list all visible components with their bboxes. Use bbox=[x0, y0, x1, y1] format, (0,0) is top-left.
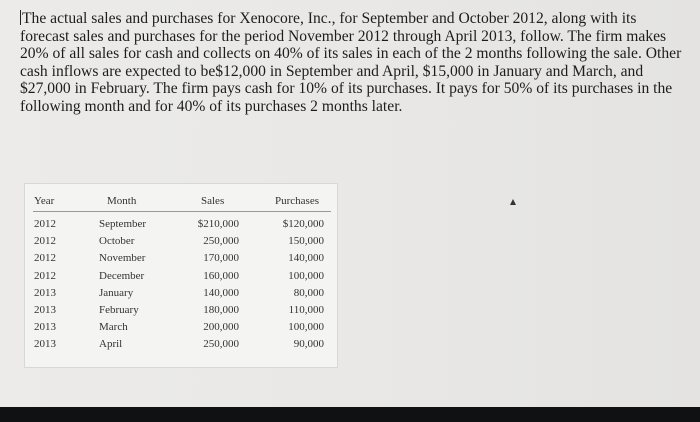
table-row bbox=[25, 216, 337, 233]
table-row bbox=[25, 285, 337, 302]
cell-month: March bbox=[99, 321, 128, 334]
cell-month: January bbox=[99, 286, 134, 299]
cell-year: 2013 bbox=[34, 338, 56, 351]
cell-sales: 140,000 bbox=[203, 286, 239, 299]
cell-month: October bbox=[99, 235, 135, 248]
cell-year: 2013 bbox=[34, 286, 56, 299]
text-cursor bbox=[20, 10, 21, 25]
cell-purchases: $120,000 bbox=[282, 218, 324, 230]
cell-sales: 200,000 bbox=[203, 321, 239, 334]
cell-month: September bbox=[99, 218, 147, 230]
cell-purchases: 150,000 bbox=[288, 235, 324, 248]
header-month: Month bbox=[107, 195, 137, 207]
cell-sales: 250,000 bbox=[203, 235, 239, 248]
cell-sales: 180,000 bbox=[203, 303, 239, 316]
cell-month: December bbox=[99, 269, 145, 282]
cell-year: 2012 bbox=[34, 235, 56, 248]
cell-purchases: 140,000 bbox=[288, 252, 324, 265]
cell-sales: 160,000 bbox=[203, 269, 239, 282]
cell-purchases: 80,000 bbox=[293, 286, 324, 299]
table-body bbox=[25, 216, 337, 354]
cell-month: November bbox=[99, 252, 146, 265]
table-row bbox=[25, 268, 337, 285]
cell-purchases: 100,000 bbox=[288, 269, 324, 282]
problem-text: The actual sales and purchases for Xenocore, Inc., for September and October 2012, along with its forecast sales and purchases for the period November 2012 through April 2013, follow. The firm makes 20% of all sales for cash and collects on 40% of its sales in each of the 2 months following the sale. Other cash inflows are expected to be$12,000 in September and April, $15,000 in January and March, and $27,000 in February. The firm pays cash for 10% of its purchases. It pays for 50% of its purchases in the following month and for 40% of its purchases 2 months later. bbox=[20, 10, 682, 115]
bottom-edge-bar bbox=[0, 407, 700, 422]
pointer-icon bbox=[510, 199, 516, 205]
table-row bbox=[25, 250, 337, 267]
cell-month: February bbox=[99, 303, 139, 316]
cell-year: 2013 bbox=[34, 321, 56, 334]
table-row bbox=[25, 336, 337, 353]
header-year: Year bbox=[34, 195, 55, 207]
table-row bbox=[25, 233, 337, 250]
cell-purchases: 90,000 bbox=[293, 338, 324, 351]
cell-month: April bbox=[99, 338, 123, 351]
cell-year: 2012 bbox=[34, 252, 56, 265]
cell-sales: $210,000 bbox=[197, 218, 239, 230]
problem-paragraph bbox=[20, 10, 688, 116]
header-sales: Sales bbox=[201, 195, 225, 207]
cell-sales: 170,000 bbox=[203, 252, 239, 265]
cell-year: 2012 bbox=[34, 269, 56, 282]
table-row bbox=[25, 319, 337, 336]
cell-year: 2012 bbox=[34, 218, 56, 230]
header-divider bbox=[33, 211, 331, 212]
cell-purchases: 110,000 bbox=[288, 303, 324, 316]
cell-sales: 250,000 bbox=[203, 338, 239, 351]
header-purchases: Purchases bbox=[275, 195, 319, 207]
sales-purchases-table bbox=[24, 183, 338, 368]
cell-purchases: 100,000 bbox=[288, 321, 324, 334]
table-header bbox=[25, 184, 337, 210]
table-row bbox=[25, 302, 337, 319]
cell-year: 2013 bbox=[34, 303, 56, 316]
